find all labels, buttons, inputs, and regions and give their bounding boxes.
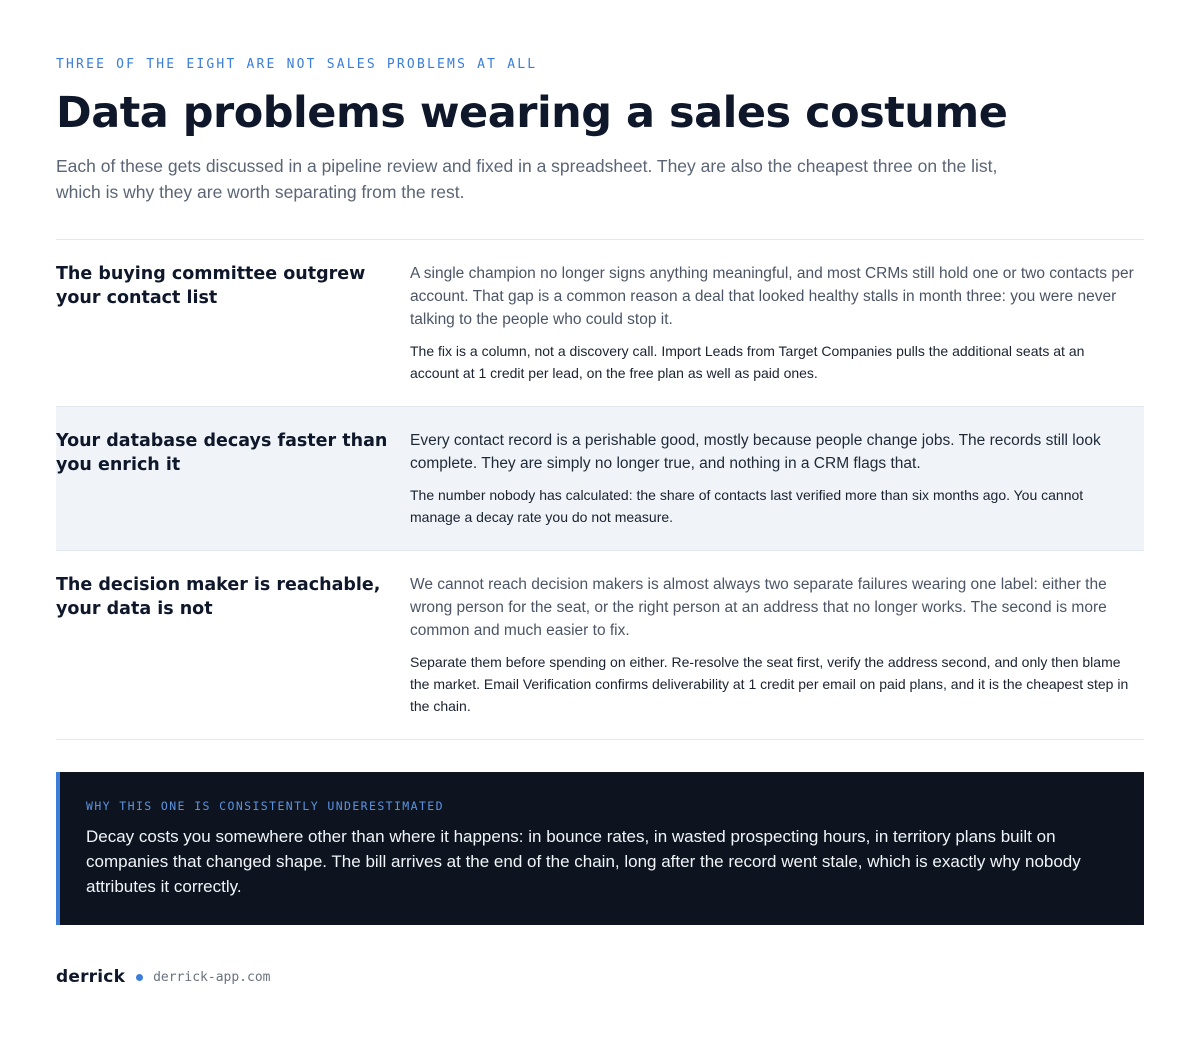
problem-detail: Separate them before spending on either. Re-resolve the seat first, verify the address second, and only then blame the market. Email Verification confirms deliverability at 1 credit per email on paid plans, and it is the cheapest step in the chain. (410, 654, 1129, 714)
problem-row (56, 407, 1144, 551)
problem-title: The buying committee outgrew your contact list (56, 264, 366, 308)
footer (56, 967, 1144, 987)
brand-domain: derrick-app.com (153, 969, 271, 985)
page-title: Data problems wearing a sales costume (56, 88, 1008, 138)
callout-box (56, 772, 1144, 925)
callout-eyebrow: WHY THIS ONE IS CONSISTENTLY UNDERESTIMATED (86, 799, 444, 813)
page-eyebrow: THREE OF THE EIGHT ARE NOT SALES PROBLEMS AT ALL (56, 57, 538, 72)
problem-row (56, 551, 1144, 739)
problem-row (56, 240, 1144, 407)
problem-title: Your database decays faster than you enrich it (56, 431, 388, 475)
problem-lead: A single champion no longer signs anything meaningful, and most CRMs still hold one or two contacts per account. That gap is a common reason a deal that looked healthy stalls in month three: you were never talking to the people who could stop it. (410, 265, 1134, 328)
problem-title: The decision maker is reachable, your data is not (56, 575, 381, 619)
problem-detail: The number nobody has calculated: the share of contacts last verified more than six months ago. You cannot manage a decay rate you do not measure. (410, 487, 1084, 525)
problem-body (410, 573, 1144, 717)
problem-body (410, 262, 1144, 384)
problem-list (56, 239, 1144, 740)
brand-logo: derrick (56, 967, 126, 987)
problem-body (410, 429, 1144, 528)
separator-dot-icon (136, 974, 143, 981)
problem-lead: We cannot reach decision makers is almost always two separate failures wearing one label: either the wrong person for the seat, or the right person at an address that no longer works. The second is more common and much easier to fix. (410, 576, 1107, 639)
problem-detail: The fix is a column, not a discovery call. Import Leads from Target Companies pulls the additional seats at an account at 1 credit per lead, on the free plan as well as paid ones. (410, 343, 1085, 381)
callout-text: Decay costs you somewhere other than where it happens: in bounce rates, in wasted prospecting hours, in territory plans built on companies that changed shape. The bill arrives at the end of the chain, long after the record went stale, which is exactly why nobody attributes it correctly. (86, 827, 1081, 896)
problem-lead: Every contact record is a perishable good, mostly because people change jobs. The records still look complete. They are simply no longer true, and nothing in a CRM flags that. (410, 432, 1101, 472)
page-subtitle: Each of these gets discussed in a pipeline review and fixed in a spreadsheet. They are also the cheapest three on the list, which is why they are worth separating from the rest. (56, 156, 998, 202)
